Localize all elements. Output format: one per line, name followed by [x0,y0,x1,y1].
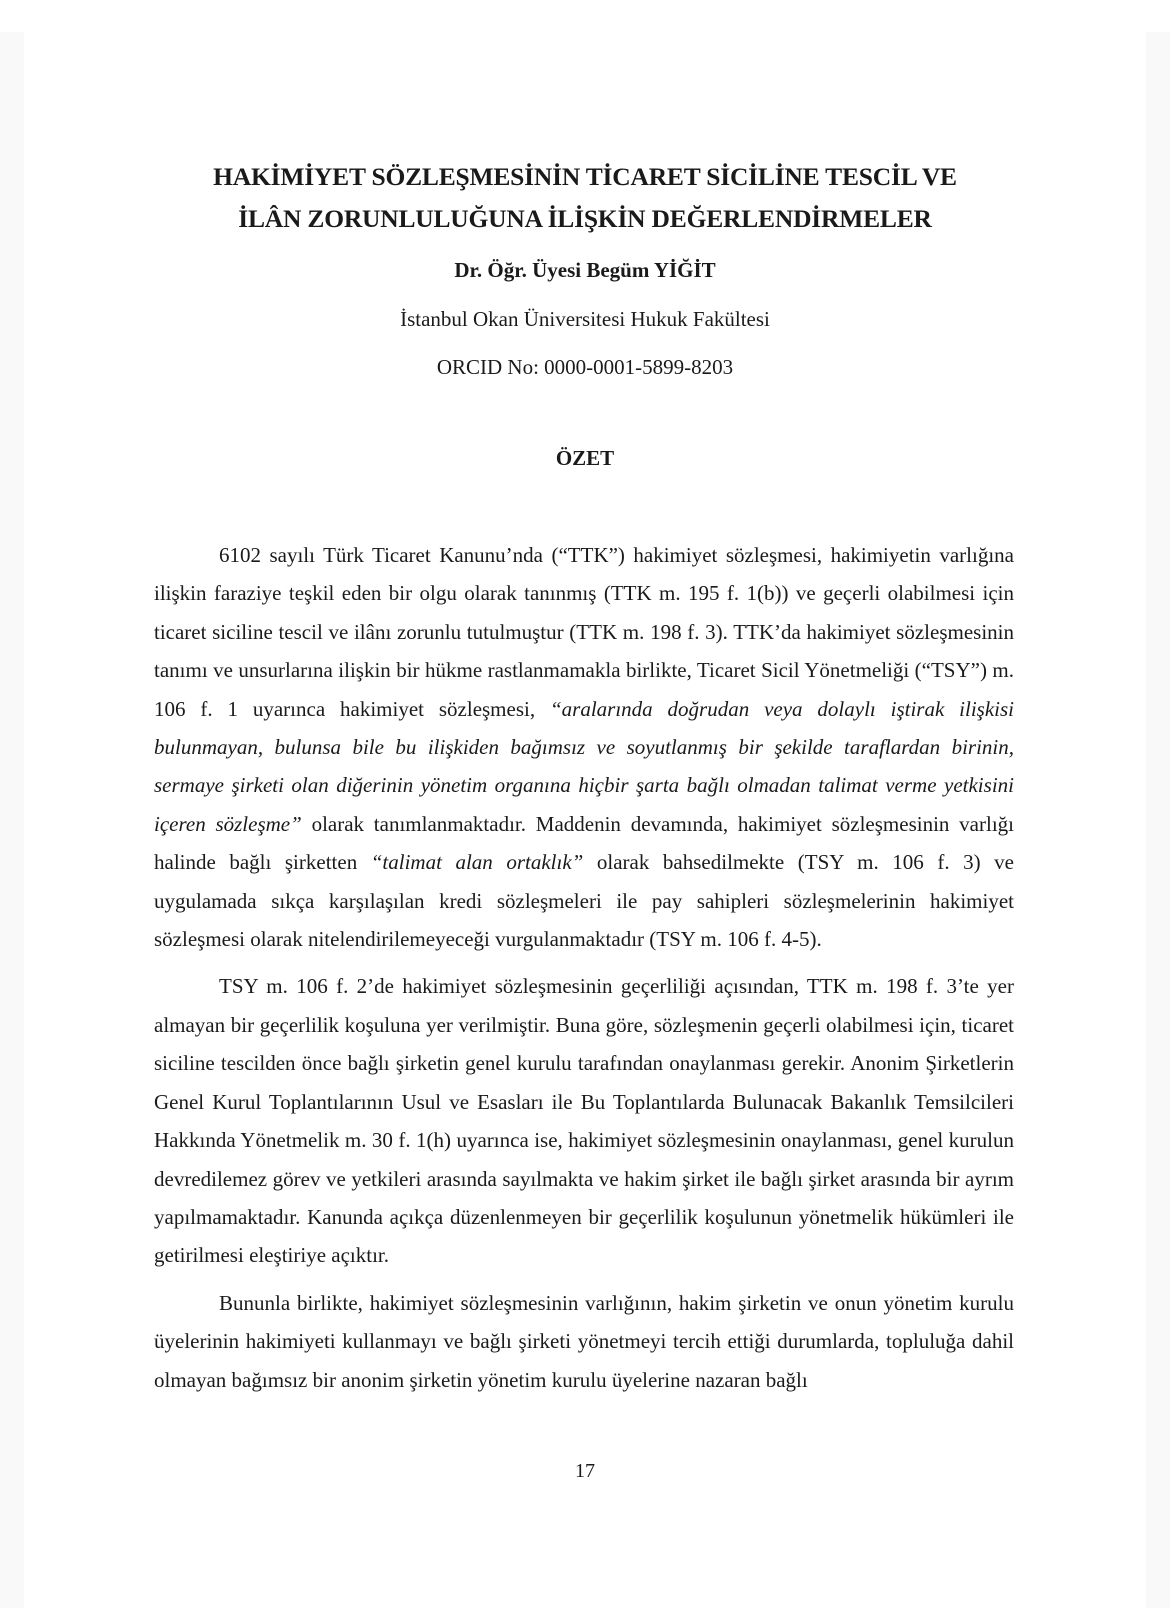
title-line-1: HAKİMİYET SÖZLEŞMESİNİN TİCARET SİCİLİNE TESCİL VE [213,162,957,191]
quoted-definition: “aralarında doğrudan veya dolaylı iştirak ilişkisi bulunmayan, bulunsa bile bu ilişkiden bağımsız ve soyutlanmış bir şekilde taraflardan birinin, sermaye şirketi olan diğerinin yönetim organına hiçbir şarta bağlı olmadan talimat verme yetkisini içeren sözleşme” [154,696,1014,836]
paragraph-text: 6102 sayılı Türk Ticaret Kanunu’nda (“TTK”) hakimiyet sözleşmesi, hakimiyetin varlığına ilişkin faraziye teşkil eden bir olgu olarak tanınmış (TTK m. 195 f. 1(b)) ve geçerli olabilmesi için ticaret siciline tescil ve ilânı zorunlu tutulmuştur (TTK m. 198 f. 3). TTK’da hakimiyet sözleşmesinin tanımı ve unsurlarına ilişkin bir hükme rastlanmamakla birlikte, Ticaret Sicil Yönetmeliği (“TSY”) m. 106 f. 1 uyarınca hakimiyet sözleşmesi, [154,543,1014,721]
title-line-2: İLÂN ZORUNLULUĞUNA İLİŞKİN DEĞERLENDİRMELER [238,204,932,233]
document-page [24,32,1146,1608]
abstract-body [154,536,1014,1408]
author-name: Dr. Öğr. Üyesi Begüm YİĞİT [454,258,716,282]
paragraph-text: TSY m. 106 f. 2’de hakimiyet sözleşmesinin geçerliliği açısından, TTK m. 198 f. 3’te yer almayan bir geçerlilik koşuluna yer verilmiştir. Buna göre, sözleşmenin geçerli olabilmesi için, ticaret siciline tescilden önce bağlı şirketin genel kurulu tarafından onaylanması gerekir. Anonim Şirketlerin Genel Kurul Toplantılarının Usul ve Esasları ile Bu Toplantılarda Bulunacak Bakanlık Temsilcileri Hakkında Yönetmelik m. 30 f. 1(h) uyarınca ise, hakimiyet sözleşmesinin onaylanması, genel kurulun devredilemez görev ve yetkileri arasında sayılmakta ve hakim şirket ile bağlı şirket arasında bir ayrım yapılmamaktadır. Kanunda açıkça düzenlenmeyen bir geçerlilik koşulunun yönetmelik hükümleri ile getirilmesi eleştiriye açıktır. [154,974,1014,1268]
page-number: 17 [575,1460,595,1482]
paragraph-text: olarak bahsedilmekte (TSY m. 106 f. 3) ve uygulamada sıkça karşılaşılan kredi sözleşmeleri ile pay sahipleri sözleşmelerinin hakimiyet sözleşmesi olarak nitelendirilemeyeceği vurgulanmaktadır (TSY m. 106 f. 4-5). [154,850,1014,952]
abstract-heading: ÖZET [555,446,615,470]
paper-title [24,156,1146,240]
abstract-paragraph-3 [154,1284,1014,1399]
paragraph-text: olarak tanımlanmaktadır. Maddenin devamında, hakimiyet sözleşmesinin varlığı halinde bağlı şirketten [154,811,1014,875]
abstract-paragraph-2 [154,967,1014,1274]
orcid-id: ORCID No: 0000-0001-5899-8203 [436,355,734,379]
author-affiliation: İstanbul Okan Üniversitesi Hukuk Fakültesi [400,307,770,331]
quoted-definition: “talimat alan ortaklık” [370,850,584,875]
abstract-paragraph-1 [154,536,1014,958]
paragraph-text: Bununla birlikte, hakimiyet sözleşmesinin varlığının, hakim şirketin ve onun yönetim kurulu üyelerinin hakimiyeti kullanmayı ve bağlı şirketi yönetmeyi tercih ettiği durumlarda, topluluğa dahil olmayan bağımsız bir anonim şirketin yönetim kurulu üyelerine nazaran bağlı [154,1290,1014,1392]
